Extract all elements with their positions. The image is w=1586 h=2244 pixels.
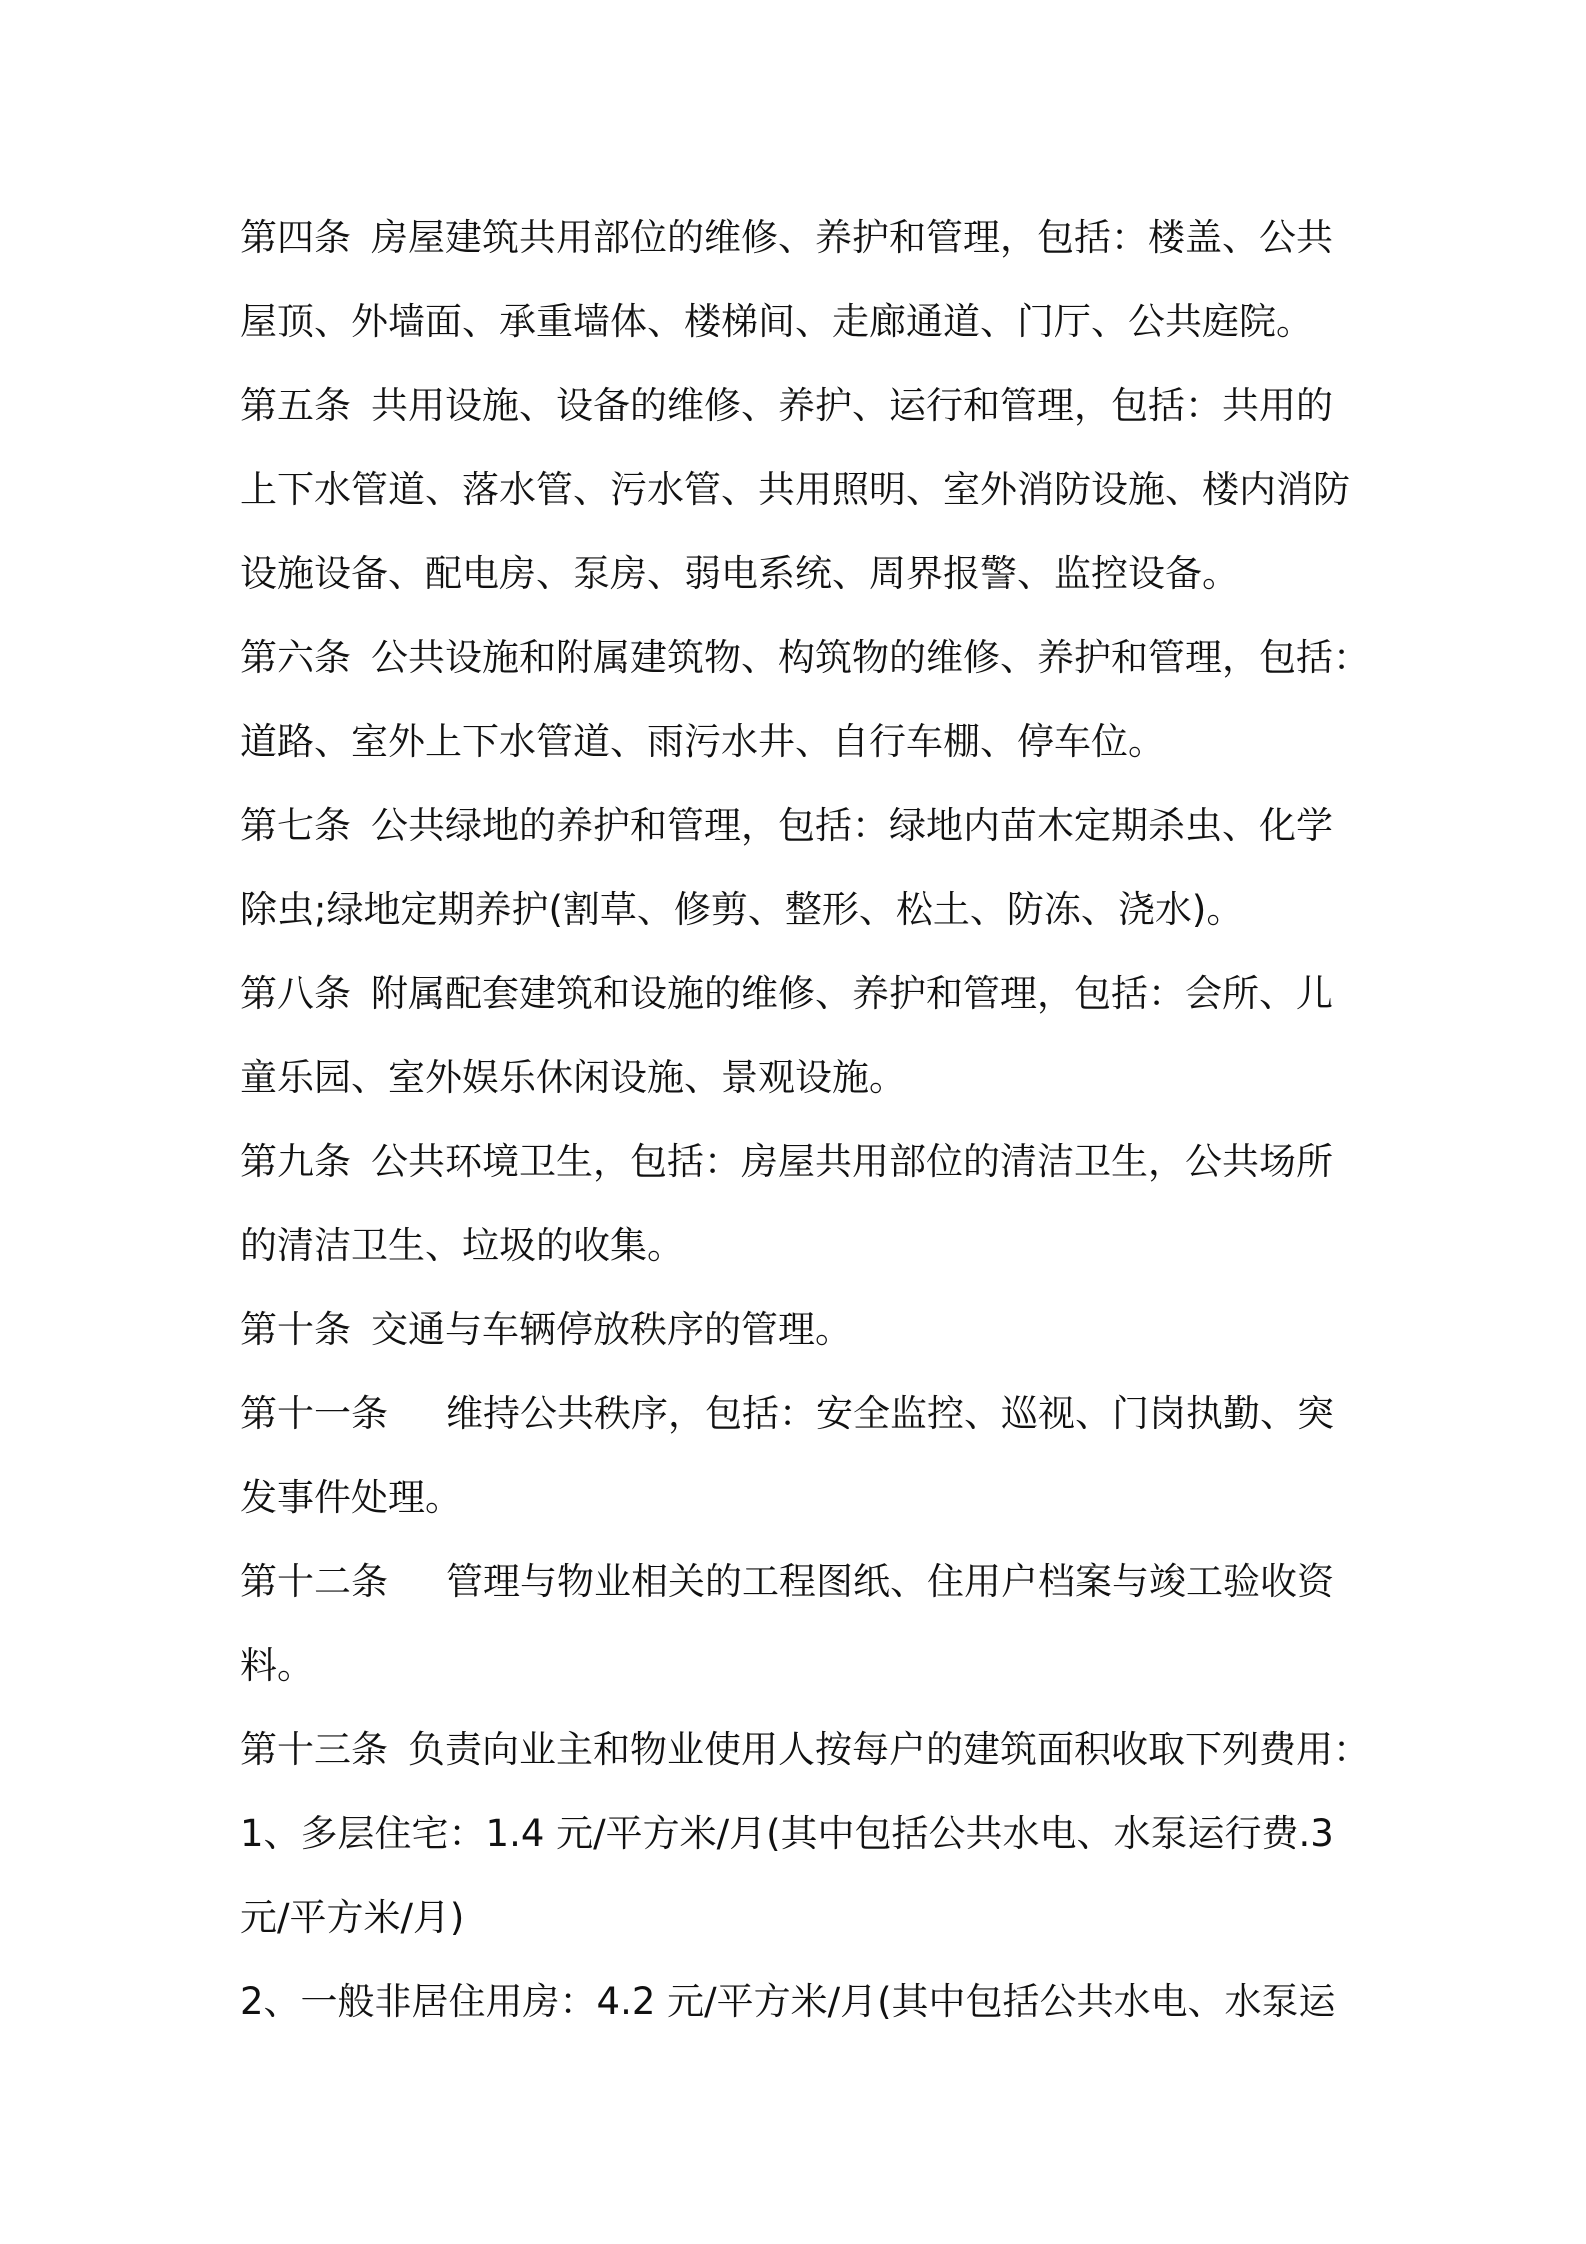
text-line [240, 784, 1360, 868]
text-line [240, 1456, 1360, 1540]
text-line [240, 1036, 1360, 1120]
line-text: 童乐园、室外娱乐休闲设施、景观设施。 [240, 1056, 906, 1099]
text-line [240, 1624, 1360, 1708]
text-line [240, 952, 1360, 1036]
line-text: 房屋建筑共用部位的维修、养护和管理，包括：楼盖、公共 [371, 216, 1333, 259]
article-label: 第五条 [240, 384, 351, 427]
text-line [240, 364, 1360, 448]
text-line [240, 700, 1360, 784]
text-line [240, 1540, 1360, 1624]
line-text: 的清洁卫生、垃圾的收集。 [240, 1224, 684, 1267]
article-label: 第十一条 [240, 1392, 388, 1435]
text-line [240, 1288, 1360, 1372]
line-text: 维持公共秩序，包括：安全监控、巡视、门岗执勤、突 [446, 1392, 1334, 1435]
text-line [240, 1960, 1360, 2044]
line-text: 发事件处理。 [240, 1476, 462, 1519]
article-label: 第十三条 [240, 1728, 388, 1771]
line-text: 1、多层住宅：1.4 元/平方米/月(其中包括公共水电、水泵运行费.3 [240, 1812, 1334, 1855]
article-label: 第八条 [240, 972, 351, 1015]
text-line [240, 448, 1360, 532]
article-label: 第四条 [240, 216, 351, 259]
line-text: 设施设备、配电房、泵房、弱电系统、周界报警、监控设备。 [240, 552, 1239, 595]
text-line [240, 1876, 1360, 1960]
line-text: 附属配套建筑和设施的维修、养护和管理，包括：会所、儿 [371, 972, 1333, 1015]
text-line [240, 1372, 1360, 1456]
article-label: 第七条 [240, 804, 351, 847]
text-line [240, 868, 1360, 952]
line-text: 管理与物业相关的工程图纸、住用户档案与竣工验收资 [446, 1560, 1334, 1603]
article-label: 第十条 [240, 1308, 351, 1351]
line-text: 公共绿地的养护和管理，包括：绿地内苗木定期杀虫、化学 [371, 804, 1333, 847]
text-line [240, 1204, 1360, 1288]
document-body [240, 196, 1370, 2044]
line-text: 负责向业主和物业使用人按每户的建筑面积收取下列费用： [408, 1728, 1370, 1771]
line-text: 共用设施、设备的维修、养护、运行和管理，包括：共用的 [371, 384, 1333, 427]
text-line [240, 1792, 1360, 1876]
text-line [240, 1120, 1360, 1204]
line-text: 元/平方米/月) [240, 1896, 465, 1939]
line-text: 道路、室外上下水管道、雨污水井、自行车棚、停车位。 [240, 720, 1165, 763]
text-line [240, 1708, 1370, 1792]
text-line [240, 616, 1370, 700]
article-label: 第九条 [240, 1140, 351, 1183]
line-text: 公共环境卫生，包括：房屋共用部位的清洁卫生，公共场所 [371, 1140, 1333, 1183]
line-text: 交通与车辆停放秩序的管理。 [371, 1308, 852, 1351]
text-line [240, 532, 1360, 616]
line-text: 2、一般非居住用房：4.2 元/平方米/月(其中包括公共水电、水泵运 [240, 1980, 1336, 2023]
text-line [240, 196, 1360, 280]
article-label: 第十二条 [240, 1560, 388, 1603]
text-line [240, 280, 1360, 364]
line-text: 料。 [240, 1644, 314, 1687]
line-text: 除虫;绿地定期养护(割草、修剪、整形、松土、防冻、浇水)。 [240, 888, 1244, 931]
line-text: 公共设施和附属建筑物、构筑物的维修、养护和管理，包括： [371, 636, 1370, 679]
article-label: 第六条 [240, 636, 351, 679]
line-text: 屋顶、外墙面、承重墙体、楼梯间、走廊通道、门厅、公共庭院。 [240, 300, 1313, 343]
line-text: 上下水管道、落水管、污水管、共用照明、室外消防设施、楼内消防 [240, 468, 1350, 511]
